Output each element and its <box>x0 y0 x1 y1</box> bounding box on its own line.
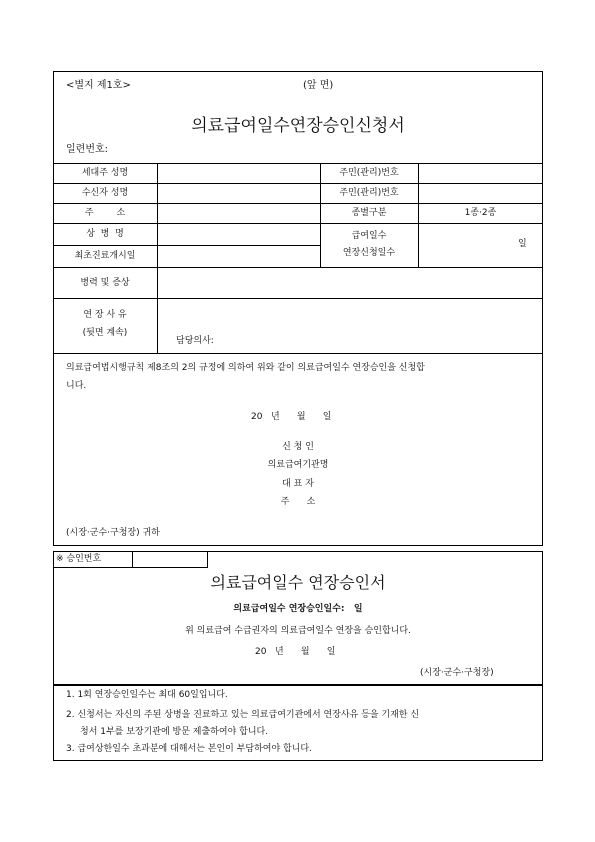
application-statement: 의료급여법시행규칙 제8조의 2의 규정에 의하여 위와 같이 의료급여일수 연장승인을 신청합 <box>66 363 425 373</box>
approval-date: 20 년 월 일 <box>255 647 336 657</box>
head-id-label: 주민(관리)번호 <box>339 168 399 178</box>
note-3: 3. 급여상한일수 초과분에 대해서는 본인이 부담하여야 합니다. <box>66 744 312 754</box>
type-value: 1종·2종 <box>464 208 497 218</box>
benefit-days-label: 급여일수 <box>351 231 387 241</box>
note-1: 1. 1회 연장승인일수는 최대 60일입니다. <box>66 690 228 700</box>
representative-label: 대 표 자 <box>282 479 314 489</box>
application-form <box>53 71 543 546</box>
days-unit: 일 <box>518 239 527 249</box>
application-date: 20 년 월 일 <box>251 412 332 422</box>
approval-title: 의료급여일수 연장승인서 <box>210 573 386 592</box>
issuer-label: (시장·군수·구청장) <box>420 668 494 678</box>
serial-number-label: 일련번호: <box>66 144 109 155</box>
approval-number-label: ※ 승인번호 <box>56 554 102 564</box>
application-statement-end: 니다. <box>66 381 87 391</box>
approval-form <box>53 551 543 685</box>
signature-address-label: 주 소 <box>280 497 316 507</box>
extension-days-label: 연장신청일수 <box>342 248 396 258</box>
recipient-name-label: 수신자 성명 <box>81 188 129 198</box>
address-label: 주 소 <box>84 208 126 218</box>
reason-continued-label: (뒷면 계속) <box>82 328 128 338</box>
approved-days: 의료급여일수 연장승인일수: 일 <box>233 604 363 614</box>
doctor-label: 담당의사: <box>176 336 214 346</box>
approval-statement: 위 의료급여 수급권자의 의료급여일수 연장을 승인합니다. <box>185 626 411 636</box>
recipient-id-label: 주민(관리)번호 <box>339 188 399 198</box>
first-visit-label: 최초진료개시일 <box>74 251 136 261</box>
note-2: 2. 신청서는 자신의 주된 상병을 진료하고 있는 의료급여기관에서 연장사유 등을 기재한 신 <box>66 710 420 720</box>
addressee: (시장·군수·구청장) 귀하 <box>66 528 160 538</box>
type-label: 종별구분 <box>351 208 387 218</box>
head-name-label: 세대주 성명 <box>81 168 129 178</box>
reason-label: 연 장 사 유 <box>83 310 127 320</box>
applicant-label: 신 청 인 <box>282 442 314 452</box>
disease-label: 상 병 명 <box>86 229 124 239</box>
form-number: <별지 제1호> <box>66 80 131 91</box>
history-label: 병력 및 증상 <box>80 278 130 288</box>
institution-name-label: 의료급여기관명 <box>267 460 329 470</box>
note-2-continued: 청서 1부를 보장기관에 방문 제출하여야 합니다. <box>80 727 269 737</box>
application-title: 의료급여일수연장승인신청서 <box>191 116 405 136</box>
front-side-label: (앞 면) <box>303 80 334 91</box>
